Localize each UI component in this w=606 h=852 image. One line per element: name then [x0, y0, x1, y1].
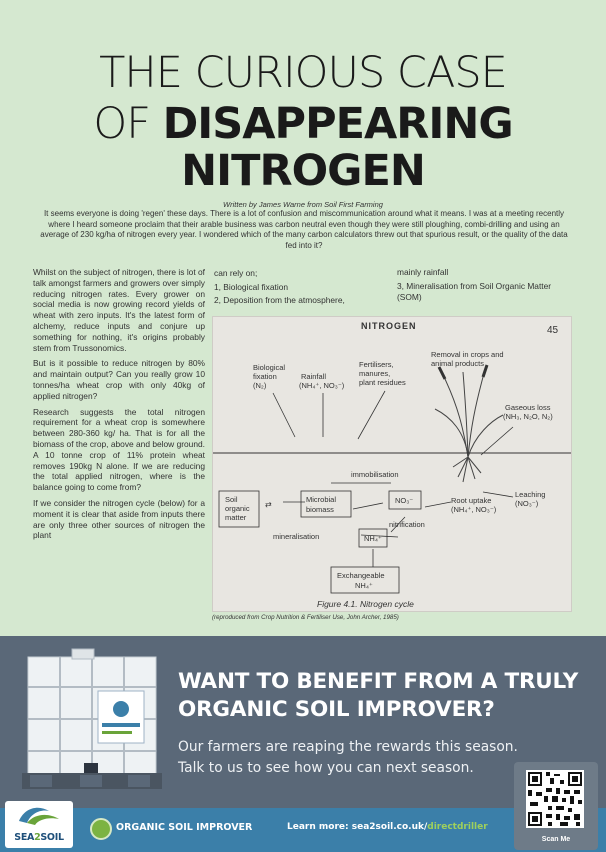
- figure-source-caption: (reproduced from Crop Nutrition & Fertiliser Use, John Archer, 1985): [212, 614, 399, 621]
- ad-subtext: [178, 737, 538, 779]
- label-soil-organic-matter-2: organic: [225, 504, 250, 513]
- sea2soil-logo[interactable]: [5, 801, 73, 848]
- label-fertilisers-3: plant residues: [359, 378, 406, 387]
- ad-subtext-line-2: Talk to us to see how you can next season.: [178, 760, 474, 776]
- logo-part-2: 2: [34, 832, 41, 843]
- title-line-2-thin: OF: [93, 99, 163, 149]
- label-root-uptake-2: (NH₄⁺, NO₃⁻): [451, 505, 497, 514]
- qr-code-icon: [526, 770, 584, 828]
- figure-caption: Figure 4.1. Nitrogen cycle: [317, 599, 414, 609]
- label-fertilisers-2: manures,: [359, 369, 391, 378]
- label-leaching: Leaching: [515, 490, 546, 499]
- paragraph: If we consider the nitrogen cycle (below) for a moment it is clear that aside from inputs there are only three other sources of nitrogen the plant: [33, 497, 205, 541]
- label-removal: Removal in crops and: [431, 350, 504, 359]
- logo-part-sea: SEA: [14, 832, 35, 843]
- figure-page-number: 45: [547, 325, 559, 336]
- label-fertilisers: Fertilisers,: [359, 360, 394, 369]
- logo-part-soil: SOIL: [40, 832, 64, 843]
- intro-paragraph: It seems everyone is doing 'regen' these days. There is a lot of confusion and miscommunication around what it means. I was at a meeting recently where I heard someone proclaim that their arable business was carbon neutral even though they were still ploughing, combi-drilling and using an average of 230 kg/ha of nitrogen every year. I wondered which of the many carbon calculators threw out that spurious result, or the quality of the data fed into it?: [40, 209, 568, 250]
- paragraph: Research suggests the total nitrogen requirement for a wheat crop is somewhere between 280-360 kg/ ha. That is for all the biomass of the crop, above and below ground. A 10 tonne crop of 11% protein wheat removes 190kg N alone. If we are reducing the total applied nitrogen, where is the balance going to come from?: [33, 406, 205, 493]
- ibc-tank-illustration: [10, 647, 170, 795]
- label-immobilisation: immobilisation: [351, 470, 399, 479]
- source-item-1: 1, Biological fixation: [214, 281, 289, 292]
- figure-heading: NITROGEN: [361, 321, 417, 331]
- title-line-3: NITROGEN: [181, 146, 425, 196]
- learn-more-link[interactable]: [287, 822, 488, 832]
- label-gaseous-loss-2: (NH₃, N₂O, N₂): [503, 412, 553, 421]
- learn-more-url-path[interactable]: directdriller: [427, 822, 488, 832]
- learn-more-text: Learn more: sea2soil.co.uk/: [287, 822, 428, 832]
- label-nitrate: NO₃⁻: [395, 496, 414, 505]
- organic-soil-improver-label: ORGANIC SOIL IMPROVER: [116, 822, 253, 833]
- wave-icon: [5, 801, 73, 831]
- label-soil-organic-matter-3: matter: [225, 513, 247, 522]
- article-column-2: [214, 267, 394, 308]
- article-column-1: [33, 267, 205, 546]
- ad-headline: [178, 668, 598, 724]
- organic-badge-icon: [90, 818, 112, 840]
- column-2-lead: can rely on;: [214, 268, 258, 278]
- label-soil-organic-matter: Soil: [225, 495, 238, 504]
- byline: Written by James Warne from Soil First Farming: [223, 200, 383, 209]
- title-line-2: [0, 99, 606, 149]
- qr-code-panel[interactable]: [514, 762, 598, 850]
- ad-headline-line-1: WANT TO BENEFIT FROM A TRULY: [178, 669, 579, 694]
- title-line-1: THE CURIOUS CASE: [99, 48, 507, 98]
- label-biological-fixation-2: fixation: [253, 372, 277, 381]
- logo-wordmark: [11, 832, 67, 843]
- label-ammonium: NH₄⁺: [364, 534, 382, 543]
- scan-me-label: Scan Me: [541, 836, 571, 843]
- label-rainfall: Rainfall: [301, 372, 327, 381]
- wheat-plant-illustration: [435, 372, 503, 482]
- label-gaseous-loss: Gaseous loss: [505, 403, 551, 412]
- exchange-arrows: ⇄: [265, 500, 272, 509]
- ad-headline-line-2: ORGANIC SOIL IMPROVER?: [178, 697, 495, 722]
- label-nitrification: nitrification: [389, 520, 425, 529]
- nitrogen-cycle-figure: [212, 316, 572, 612]
- label-leaching-2: (NO₃⁻): [515, 499, 539, 508]
- label-biological-fixation: Biological: [253, 363, 286, 372]
- source-item-3: 3, Mineralisation from Soil Organic Matter (SOM): [397, 281, 552, 302]
- label-exchangeable: Exchangeable: [337, 571, 385, 580]
- article-column-3: [397, 267, 577, 303]
- source-item-2: 2, Deposition from the atmosphere,: [214, 295, 345, 305]
- label-biological-fixation-3: (N₂): [253, 381, 267, 390]
- label-microbial-biomass-2: biomass: [306, 505, 334, 514]
- label-removal-2: animal products: [431, 359, 484, 368]
- column-3-continuation: mainly rainfall: [397, 267, 449, 277]
- label-rainfall-2: (NH₄⁺, NO₃⁻): [299, 381, 345, 390]
- label-exchangeable-2: NH₄⁺: [355, 581, 373, 590]
- paragraph: But is it possible to reduce nitrogen by 80% and maintain output? Can you really grow 10 tonnes/ha wheat crop with only 40kg of applied nitrogen?: [33, 358, 205, 401]
- label-mineralisation: mineralisation: [273, 532, 320, 541]
- label-root-uptake: Root uptake: [451, 496, 492, 505]
- title-line-2-bold: DISAPPEARING: [162, 99, 513, 149]
- paragraph: Whilst on the subject of nitrogen, there is lot of talk amongst farmers and growers over simply reducing nitrogen rates. Every grower on social media is now growing record yields of wheat with zero inputs. It's the latest form of alchemy, reduce inputs and conjure up something for nothing, it's origins probably stem from Trussonomics.: [33, 267, 205, 353]
- label-microbial-biomass: Microbial: [306, 495, 337, 504]
- ad-subtext-line-1: Our farmers are reaping the rewards this season.: [178, 739, 518, 755]
